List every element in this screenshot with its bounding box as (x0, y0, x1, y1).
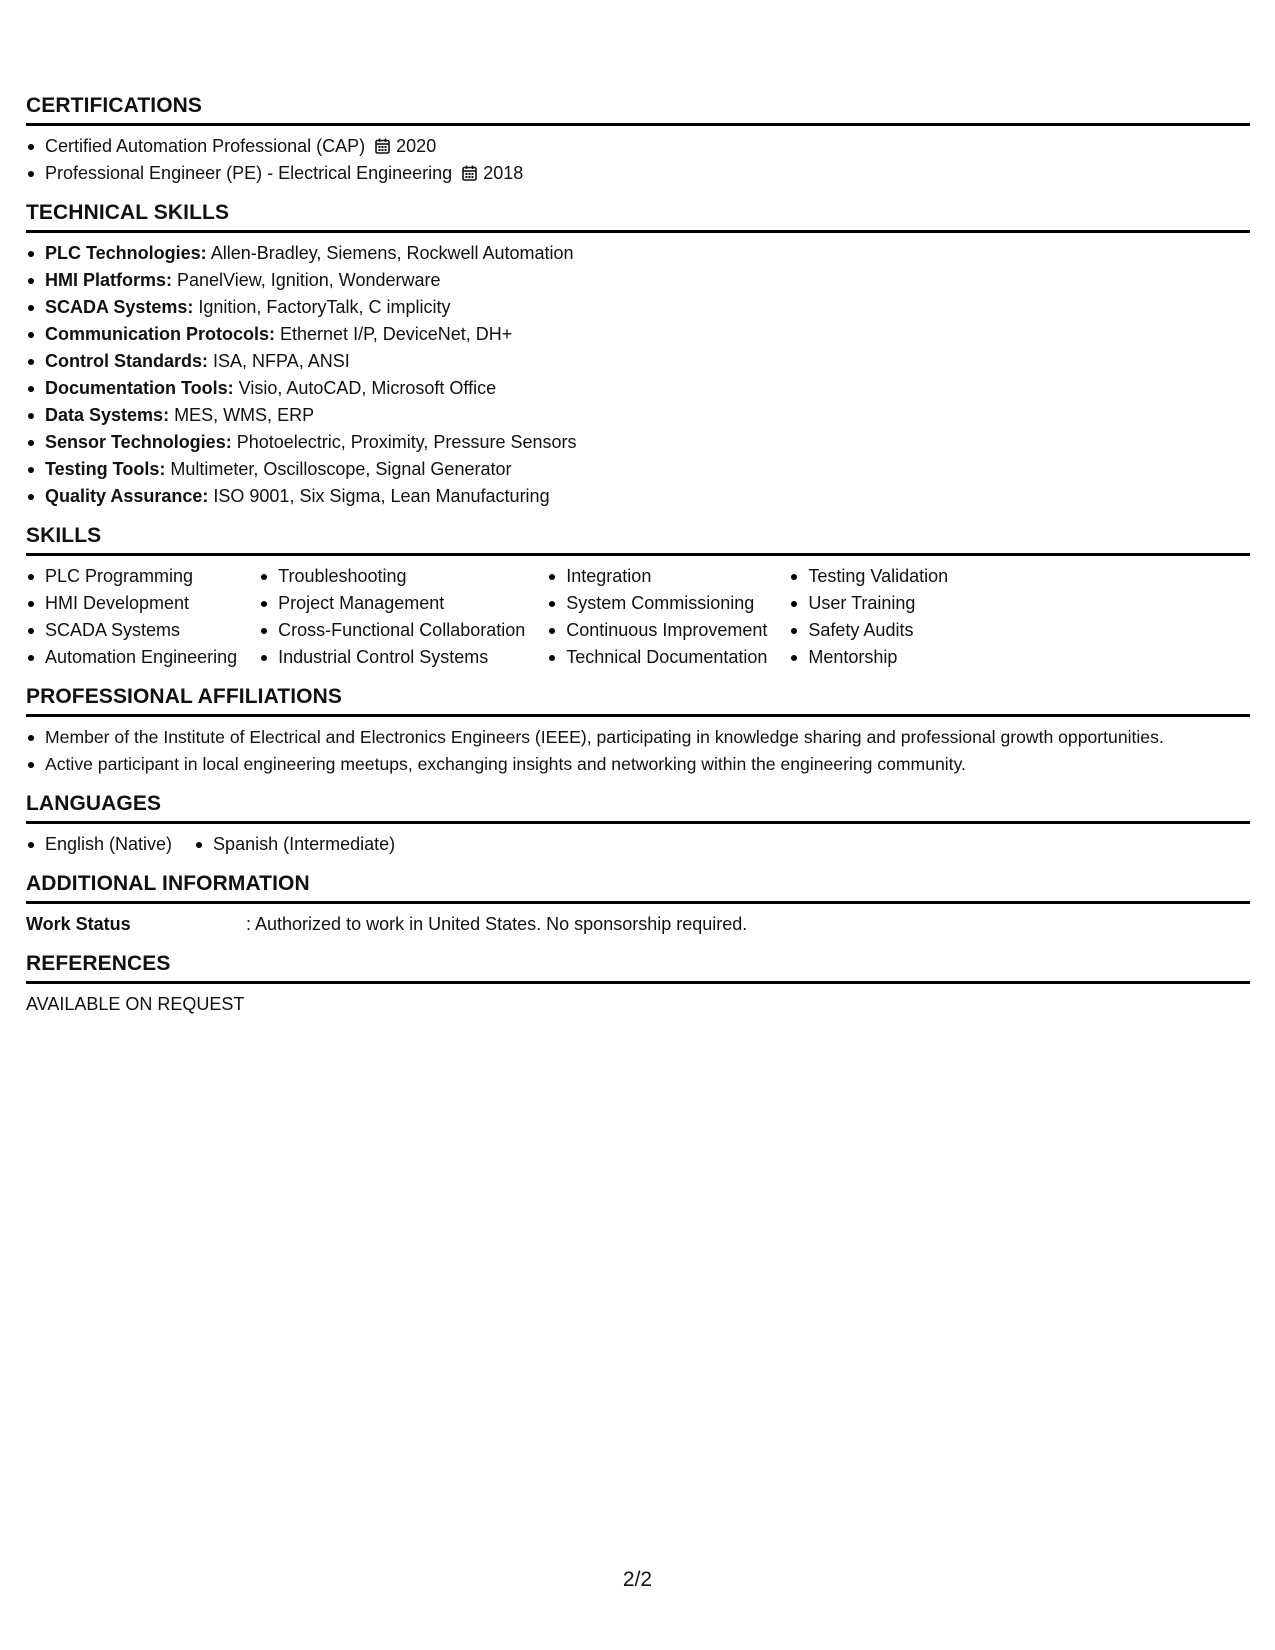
technical-skill-item (26, 429, 1250, 456)
technical-skill-label: HMI Platforms: (45, 270, 173, 290)
skill-item: Testing Validation (789, 563, 948, 590)
resume-page (26, 94, 1250, 1032)
affiliation-item: Member of the Institute of Electrical and Electronics Engineers (IEEE), participating in knowledge sharing and professional growth opportunities. (26, 724, 1250, 751)
technical-skill-label: Communication Protocols: (45, 324, 276, 344)
skill-item: Continuous Improvement (547, 617, 767, 644)
skill-item: HMI Development (26, 590, 237, 617)
technical-skill-item (26, 456, 1250, 483)
work-status-label: Work Status (26, 914, 131, 934)
references-text: AVAILABLE ON REQUEST (26, 994, 245, 1014)
skill-item: Project Management (259, 590, 525, 617)
section-title-affiliations: PROFESSIONAL AFFILIATIONS (26, 685, 1250, 717)
technical-skill-value: MES, WMS, ERP (169, 405, 315, 425)
certification-name: Certified Automation Professional (CAP) (45, 136, 366, 156)
page-number: 2/2 (622, 1568, 653, 1591)
calendar-icon (462, 165, 477, 181)
technical-skills-list (26, 240, 1250, 510)
certifications-section (26, 94, 1250, 187)
affiliations-section (26, 685, 1250, 778)
languages-row (26, 831, 1250, 858)
skills-columns (26, 563, 1250, 671)
section-title-certifications: CERTIFICATIONS (26, 94, 1250, 126)
certification-year: 2018 (483, 163, 524, 183)
additional-info-section (26, 872, 1250, 938)
skill-item: Cross-Functional Collaboration (259, 617, 525, 644)
skill-item: Automation Engineering (26, 644, 237, 671)
technical-skill-label: SCADA Systems: (45, 297, 194, 317)
technical-skill-item (26, 375, 1250, 402)
technical-skill-label: Control Standards: (45, 351, 209, 371)
references-section (26, 952, 1250, 1018)
section-title-references: REFERENCES (26, 952, 1250, 984)
languages-section (26, 792, 1250, 858)
work-status-row (26, 911, 1250, 938)
technical-skill-value: Photoelectric, Proximity, Pressure Sensors (231, 432, 577, 452)
technical-skill-value: Allen-Bradley, Siemens, Rockwell Automation (206, 243, 574, 263)
calendar-icon (375, 138, 390, 154)
skill-item: Safety Audits (789, 617, 948, 644)
certifications-list (26, 133, 1250, 187)
skill-item: Mentorship (789, 644, 948, 671)
affiliation-item: Active participant in local engineering meetups, exchanging insights and networking within the engineering community. (26, 751, 1250, 778)
skills-column (26, 563, 237, 671)
work-status-value: : Authorized to work in United States. No sponsorship required. (246, 914, 748, 934)
technical-skill-item (26, 402, 1250, 429)
skill-item: System Commissioning (547, 590, 767, 617)
technical-skill-item (26, 321, 1250, 348)
skill-item: Technical Documentation (547, 644, 767, 671)
technical-skill-label: PLC Technologies: (45, 243, 207, 263)
skill-item: User Training (789, 590, 948, 617)
section-title-technical-skills: TECHNICAL SKILLS (26, 201, 1250, 233)
skill-item: Integration (547, 563, 767, 590)
languages-list (194, 831, 395, 858)
technical-skill-label: Sensor Technologies: (45, 432, 232, 452)
skill-item: Industrial Control Systems (259, 644, 525, 671)
certification-name: Professional Engineer (PE) - Electrical Engineering (45, 163, 453, 183)
technical-skill-value: Ignition, FactoryTalk, C implicity (193, 297, 451, 317)
technical-skill-label: Documentation Tools: (45, 378, 234, 398)
technical-skill-item (26, 267, 1250, 294)
section-title-skills: SKILLS (26, 524, 1250, 556)
technical-skill-value: PanelView, Ignition, Wonderware (172, 270, 441, 290)
technical-skill-item (26, 348, 1250, 375)
affiliations-list (26, 724, 1250, 778)
skill-item: SCADA Systems (26, 617, 237, 644)
certification-year: 2020 (396, 136, 437, 156)
languages-list (26, 831, 172, 858)
section-title-additional-info: ADDITIONAL INFORMATION (26, 872, 1250, 904)
technical-skill-label: Testing Tools: (45, 459, 166, 479)
technical-skill-item (26, 294, 1250, 321)
technical-skill-label: Data Systems: (45, 405, 170, 425)
language-item: Spanish (Intermediate) (194, 831, 395, 858)
technical-skill-value: ISA, NFPA, ANSI (208, 351, 350, 371)
skills-column (259, 563, 525, 671)
language-item: English (Native) (26, 831, 172, 858)
technical-skill-item (26, 240, 1250, 267)
technical-skill-value: ISO 9001, Six Sigma, Lean Manufacturing (208, 486, 550, 506)
technical-skill-value: Multimeter, Oscilloscope, Signal Generator (165, 459, 512, 479)
skills-column (547, 563, 767, 671)
skill-item: PLC Programming (26, 563, 237, 590)
technical-skill-value: Visio, AutoCAD, Microsoft Office (233, 378, 497, 398)
technical-skills-section (26, 201, 1250, 510)
technical-skill-value: Ethernet I/P, DeviceNet, DH+ (275, 324, 513, 344)
technical-skill-label: Quality Assurance: (45, 486, 209, 506)
certification-item (26, 133, 1250, 160)
skills-column (789, 563, 948, 671)
technical-skill-item (26, 483, 1250, 510)
section-title-languages: LANGUAGES (26, 792, 1250, 824)
skill-item: Troubleshooting (259, 563, 525, 590)
skills-section (26, 524, 1250, 671)
certification-item (26, 160, 1250, 187)
